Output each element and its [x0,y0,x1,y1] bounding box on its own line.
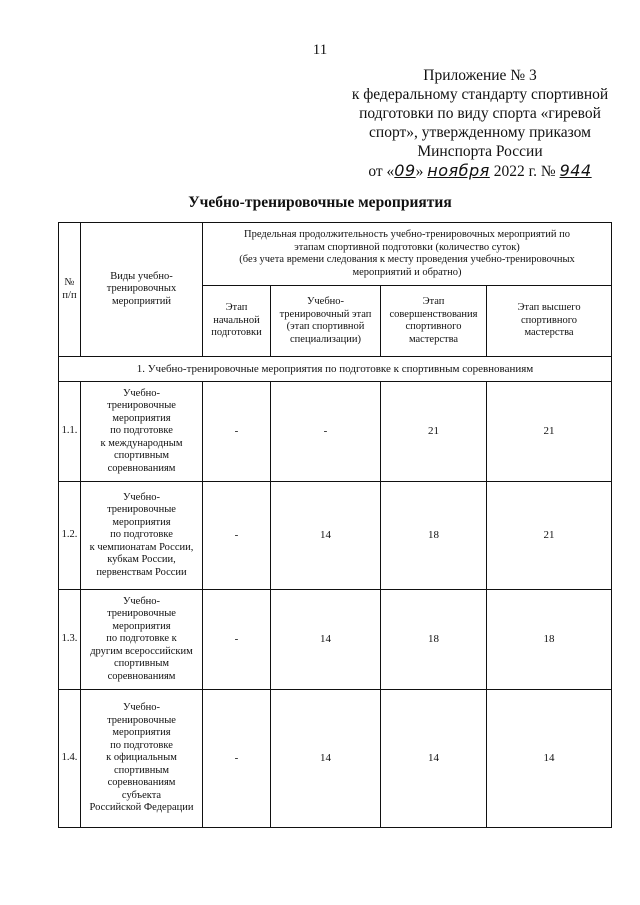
event-type: Учебно- тренировочные мероприятия по подготовке к чемпионатам России, кубкам России, первенствам России [81,482,203,590]
stage-header: Этап совершенствования спортивного мастерства [381,286,487,357]
value-cell: 14 [381,690,487,828]
value-cell: 21 [487,382,612,482]
section-row [59,357,612,382]
page-number: 11 [312,42,328,58]
value-cell: 14 [271,590,381,690]
training-events-table [58,222,612,828]
event-type: Учебно- тренировочные мероприятия по подготовке к другим всероссийским спортивным соревнованиям [81,590,203,690]
document-title: Учебно-тренировочные мероприятия [188,194,452,211]
handwritten-order-number: 944 [559,161,592,180]
event-type: Учебно- тренировочные мероприятия по подготовке к официальным спортивным соревнованиям субъекта Российской Федерации [81,690,203,828]
value-cell: 18 [487,590,612,690]
value-cell: - [203,482,271,590]
value-cell: - [203,590,271,690]
table-header-row [59,223,612,286]
value-cell: 18 [381,590,487,690]
appendix-header [340,66,620,181]
col-event-type-header: Виды учебно- тренировочных мероприятий [81,223,203,357]
value-cell: 21 [381,382,487,482]
value-cell: - [203,690,271,828]
appendix-line-1: Приложение № 3 [423,67,537,84]
appendix-line-3: подготовки по виду спорта «гиревой [359,105,601,122]
duration-header: Предельная продолжительность учебно-тренировочных мероприятий по этапам спортивной подготовки (количество суток) (без учета времени следования к месту проведения учебно-тренировочных мероприятий и обратно) [203,223,612,286]
stage-header: Этап начальной подготовки [203,286,271,357]
stage-header: Учебно- тренировочный этап (этап спортивной специализации) [271,286,381,357]
table-row [59,590,612,690]
value-cell: 21 [487,482,612,590]
row-number: 1.2. [59,482,81,590]
appendix-line-2: к федеральному стандарту спортивной [351,86,609,103]
value-cell: 14 [271,482,381,590]
value-cell: - [271,382,381,482]
row-number: 1.4. [59,690,81,828]
value-cell: 14 [487,690,612,828]
date-year: 2022 г. № [489,163,560,180]
row-number: 1.3. [59,590,81,690]
section-title: 1. Учебно-тренировочные мероприятия по подготовке к спортивным соревнованиям [59,357,612,382]
table-row [59,382,612,482]
table-row [59,690,612,828]
value-cell: - [203,382,271,482]
handwritten-month: ноября [427,161,490,180]
event-type: Учебно- тренировочные мероприятия по подготовке к международным спортивным соревнованиям [81,382,203,482]
date-mid: » [415,163,428,180]
value-cell: 14 [271,690,381,828]
stage-header: Этап высшего спортивного мастерства [487,286,612,357]
table-row [59,482,612,590]
order-date-line [340,161,620,181]
appendix-line-5: Минспорта России [417,143,543,160]
col-number-header: № п/п [59,223,81,357]
row-number: 1.1. [59,382,81,482]
value-cell: 18 [381,482,487,590]
appendix-line-4: спорт», утвержденному приказом [369,124,591,141]
handwritten-day: 09 [394,161,416,180]
date-prefix: от « [368,163,395,180]
